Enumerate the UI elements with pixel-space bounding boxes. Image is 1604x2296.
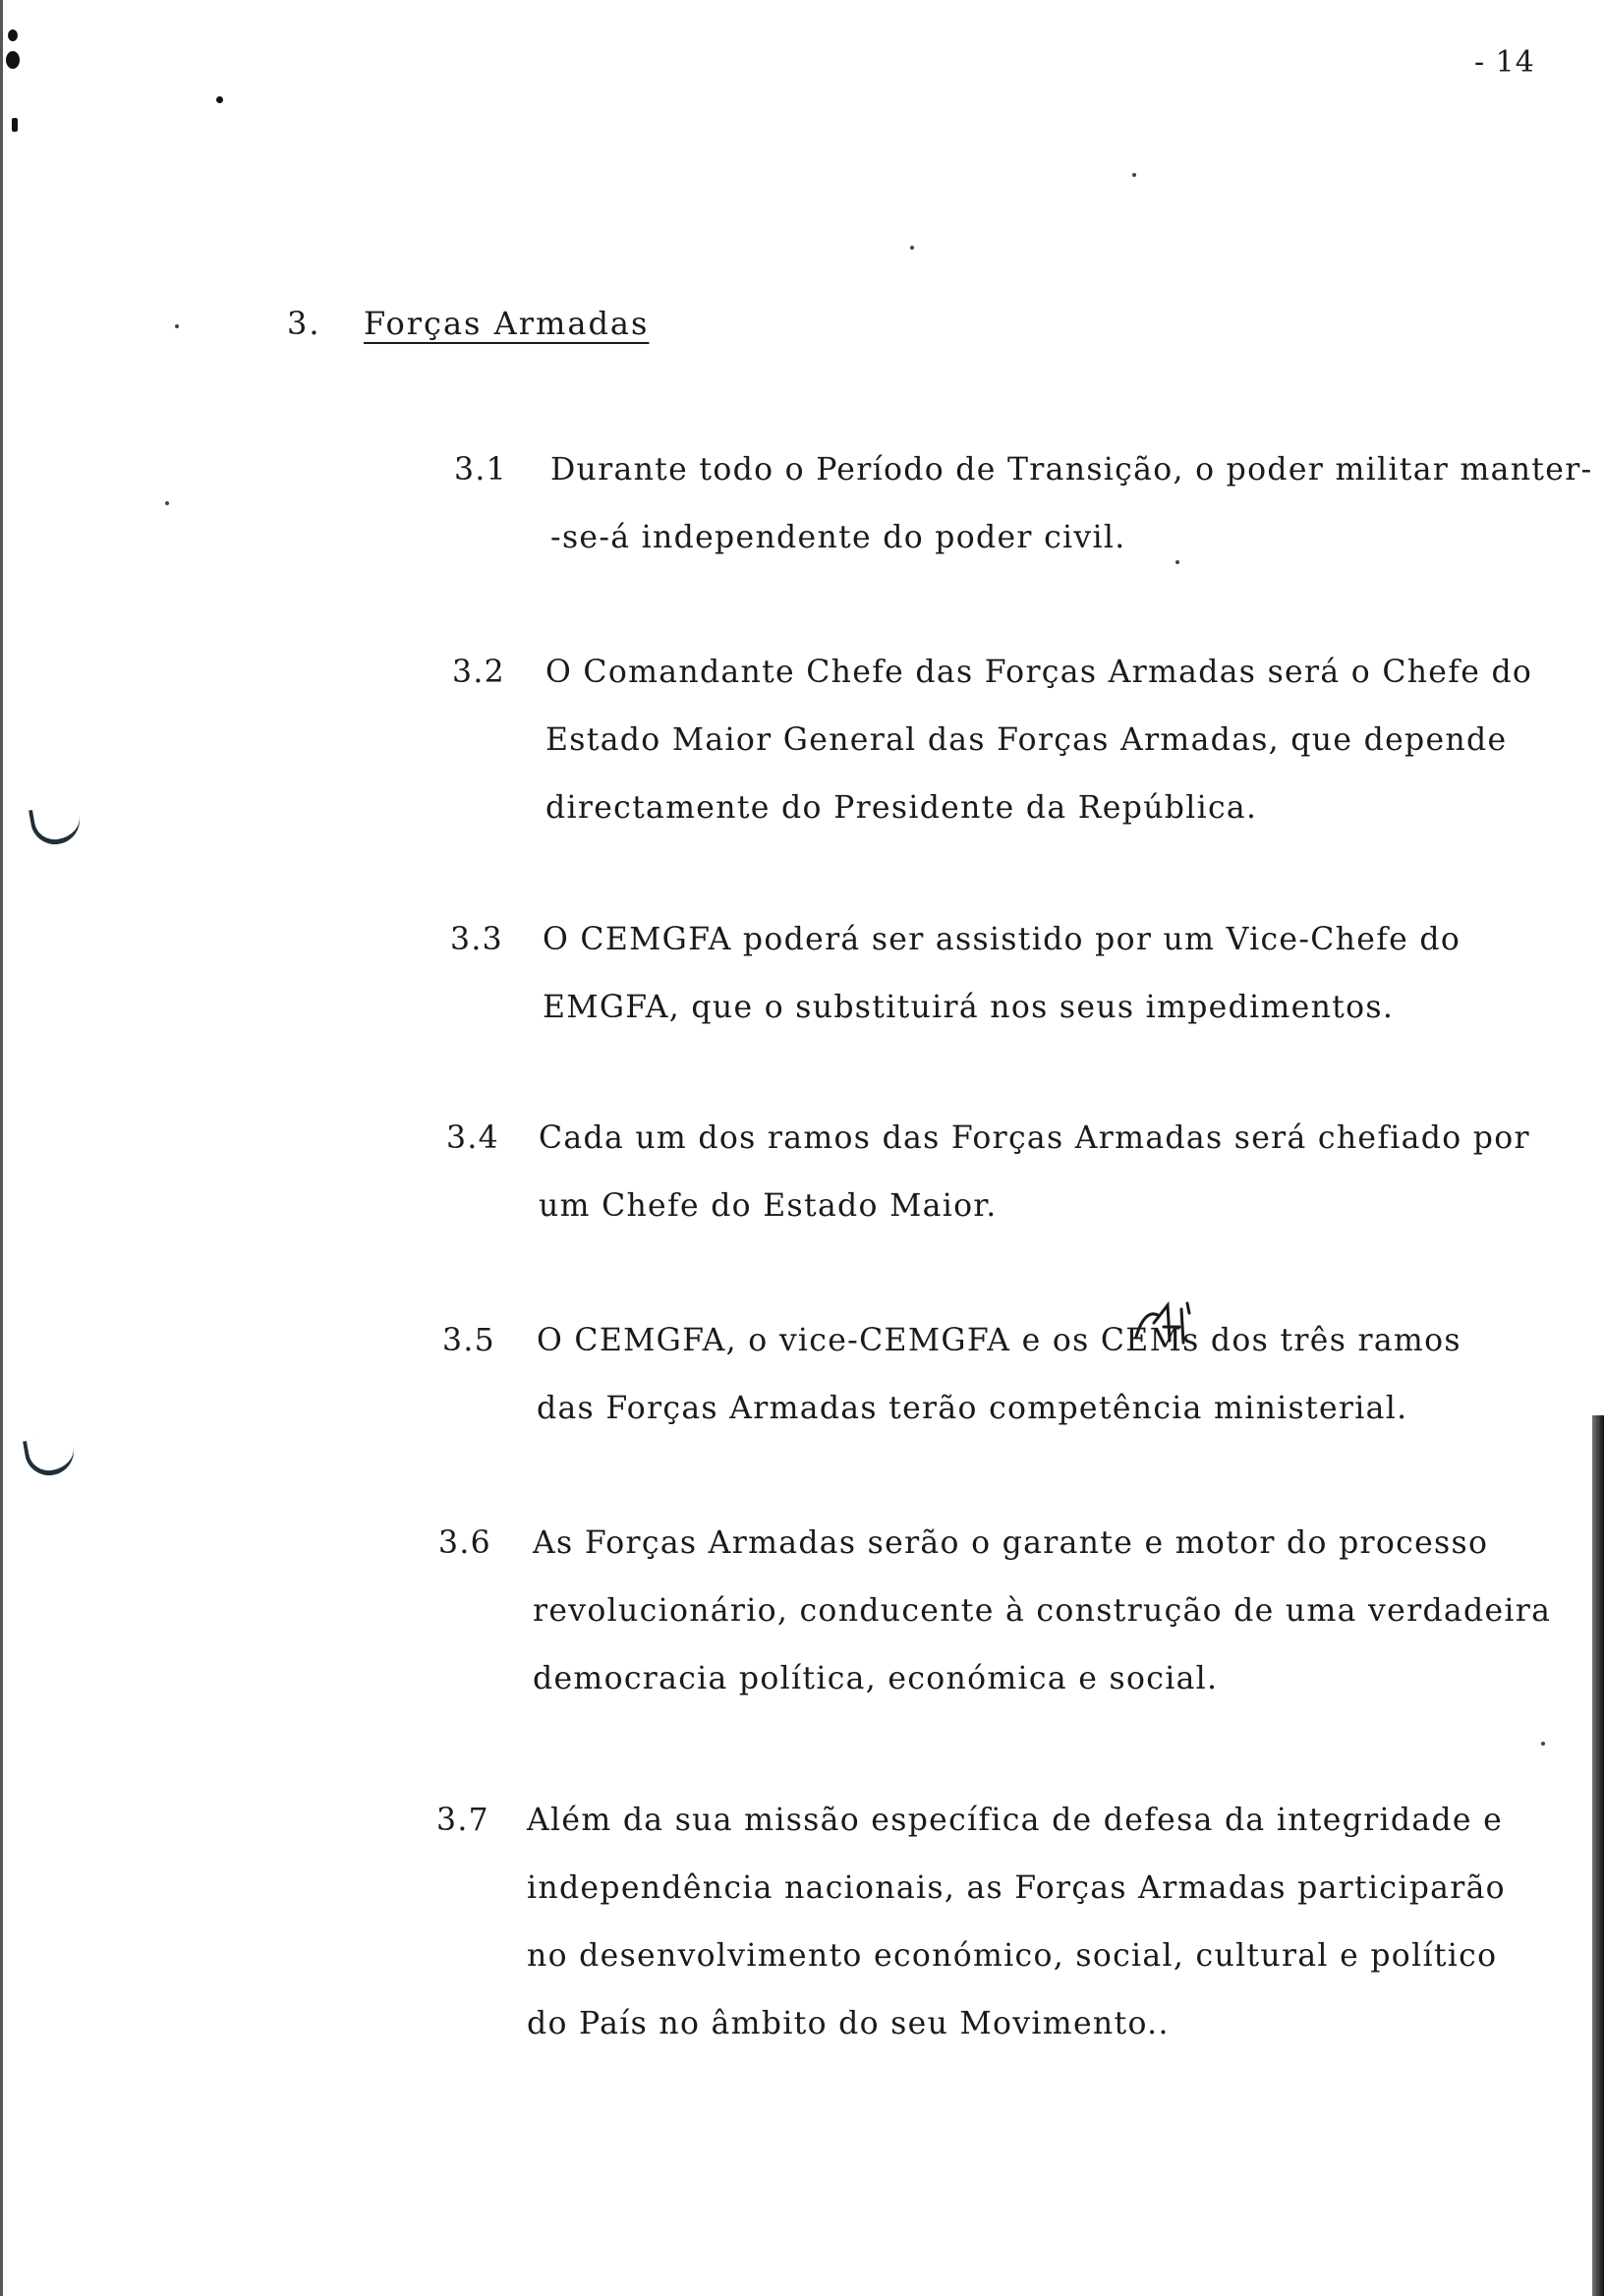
page-number: - 14	[1474, 45, 1535, 80]
punch-hole-arc	[29, 802, 84, 848]
item-line: As Forças Armadas serão o garante e motor do processo	[533, 1525, 1489, 1561]
item-line: O CEMGFA, o vice-CEMGFA e os CEMs dos três ramos	[537, 1323, 1461, 1358]
item-text	[539, 1105, 1530, 1240]
item-number: 3.3	[450, 922, 503, 957]
item-line: das Forças Armadas terão competência ministerial.	[537, 1391, 1408, 1426]
item-number: 3.4	[446, 1120, 499, 1156]
item-line: democracia política, económica e social.	[533, 1661, 1219, 1696]
section-heading	[287, 305, 649, 342]
item-line: no desenvolvimento económico, social, cultural e político	[527, 1938, 1498, 1974]
item-text	[527, 1787, 1506, 2058]
item-line: O CEMGFA poderá ser assistido por um Vice-Chefe do	[543, 922, 1461, 957]
item-text	[543, 906, 1461, 1042]
scan-speck	[175, 324, 179, 328]
scan-left-edge	[0, 0, 3, 2296]
item-line: O Comandante Chefe das Forças Armadas será o Chefe do	[545, 655, 1533, 690]
item-text	[533, 1510, 1551, 1713]
item-line: directamente do Presidente da República.	[545, 790, 1258, 826]
item-number: 3.5	[442, 1323, 495, 1358]
item-line: Estado Maior General das Forças Armadas, que depende	[545, 722, 1508, 758]
item-number: 3.2	[452, 655, 505, 690]
scan-mark	[6, 51, 20, 69]
item-line: do País no âmbito do seu Movimento..	[527, 2006, 1170, 2041]
item-number: 3.6	[438, 1525, 491, 1561]
item-line: Durante todo o Período de Transição, o poder militar manter-	[550, 452, 1593, 488]
item-text	[545, 639, 1532, 842]
scan-speck	[1132, 173, 1136, 177]
scan-speck	[165, 501, 169, 505]
item-text	[550, 436, 1593, 572]
punch-hole-arc	[23, 1433, 78, 1479]
scan-mark	[8, 29, 18, 41]
handwritten-correction-mark	[1128, 1297, 1207, 1356]
scan-speck	[1541, 1742, 1545, 1746]
item-text	[537, 1307, 1461, 1443]
item-line: Além da sua missão específica de defesa da integridade e	[527, 1803, 1504, 1838]
item-line: um Chefe do Estado Maior.	[539, 1188, 998, 1224]
scan-speck	[910, 246, 914, 250]
scan-right-edge	[1592, 1415, 1604, 2296]
scan-mark	[12, 118, 18, 132]
item-line: -se-á independente do poder civil.	[550, 520, 1126, 555]
section-number: 3.	[287, 305, 321, 342]
item-line: revolucionário, conducente à construção de uma verdadeira	[533, 1593, 1552, 1629]
item-number: 3.7	[436, 1803, 489, 1838]
item-line: independência nacionais, as Forças Armadas participarão	[527, 1870, 1506, 1906]
item-line: EMGFA, que o substituirá nos seus impedimentos.	[543, 990, 1395, 1025]
section-title: Forças Armadas	[364, 305, 650, 342]
item-line: Cada um dos ramos das Forças Armadas será chefiado por	[539, 1120, 1530, 1156]
item-number: 3.1	[454, 452, 507, 488]
scan-mark	[216, 96, 223, 103]
